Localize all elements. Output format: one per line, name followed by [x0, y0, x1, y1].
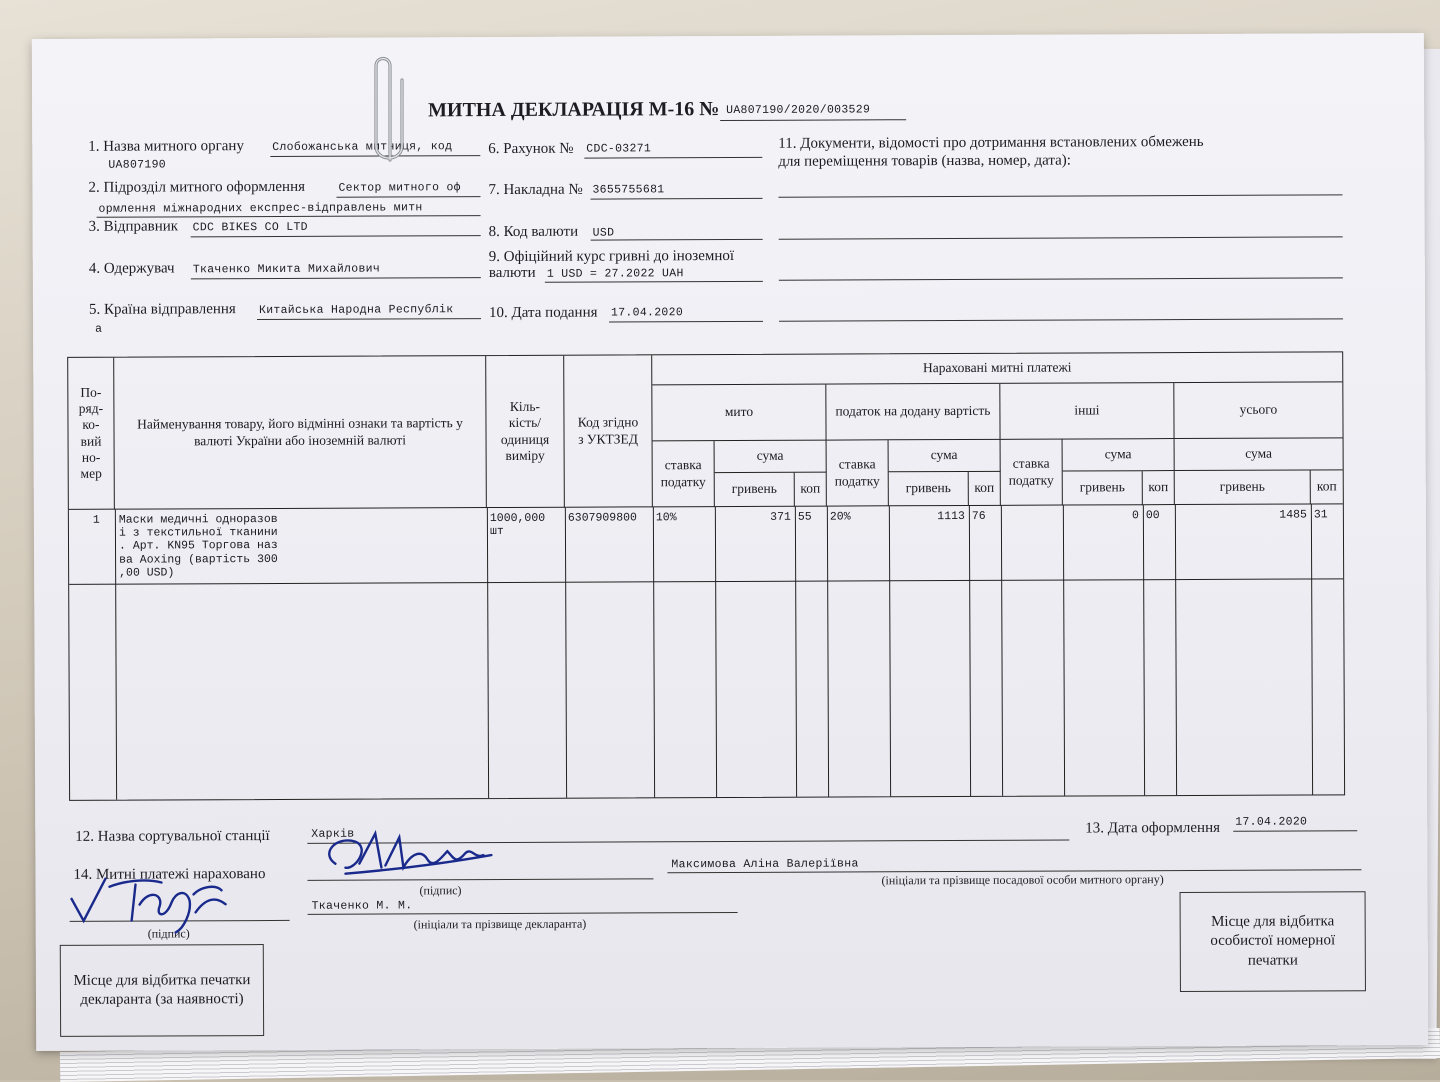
field-7-value: 3655755681 — [592, 183, 665, 197]
th-duty-kop: коп — [795, 473, 827, 507]
field-12-label: 12. Назва сортувальної станції — [75, 828, 270, 845]
th-vat-kop: коп — [969, 472, 1001, 506]
declaration-sheet — [32, 33, 1428, 1051]
th-vat-rate: ставка податку — [827, 440, 889, 506]
row-duty-uah: 371 — [770, 510, 791, 524]
officer-stamp-box: Місце для відбитка особистої номерної печатки — [1180, 891, 1366, 992]
field-13-value: 17.04.2020 — [1235, 815, 1308, 829]
th-payments: Нараховані митні платежі — [652, 352, 1342, 385]
row-total-uah: 1485 — [1279, 508, 1307, 522]
field-2-value: Сектор митного оф — [338, 181, 461, 195]
field-9-label-cont: валюти — [488, 264, 536, 282]
th-total-uah: гривень — [1175, 470, 1311, 505]
field-8-value: USD — [592, 226, 615, 240]
row-code: 6307909800 — [567, 511, 637, 525]
officer-name: Максимова Аліна Валеріївна — [671, 857, 859, 872]
th-vat-uah: гривень — [889, 472, 969, 506]
th-other-rate: ставка податку — [1001, 440, 1063, 506]
declarant-signature-icon — [65, 858, 235, 939]
th-duty-sum: сума — [715, 441, 827, 473]
field-5-value-cont: а — [95, 322, 103, 336]
th-total: усього — [1174, 382, 1342, 439]
th-other-uah: гривень — [1063, 471, 1143, 505]
officer-sign-caption: (підпис) — [419, 883, 462, 898]
declarant-name: Ткаченко М. М. — [311, 899, 413, 913]
doc-number: UA807190/2020/003529 — [726, 103, 871, 118]
th-other-kop: коп — [1143, 471, 1175, 505]
declarant-sign-caption: (підпис) — [147, 926, 190, 941]
field-8-label: 8. Код валюти — [488, 223, 579, 241]
th-other-sum: сума — [1063, 439, 1175, 471]
row-number: 1 — [92, 513, 100, 527]
row-total-kop: 31 — [1313, 508, 1328, 522]
row-other-uah: 0 — [1131, 509, 1139, 523]
declarant-caption: (ініціали та прізвище декларанта) — [413, 916, 587, 932]
field-11-label: 11. Документи, відомості про дотримання встановлених обмежень — [778, 133, 1204, 152]
field-14-label: 14. Митні платежі нараховано — [73, 866, 266, 883]
officer-caption: (ініціали та прізвище посадової особи митного органу) — [881, 872, 1164, 888]
th-vat-sum: сума — [889, 440, 1001, 472]
field-10-label: 10. Дата подання — [488, 304, 598, 322]
field-5-label: 5. Країна відправлення — [88, 301, 236, 318]
field-4-value: Ткаченко Микита Михайлович — [192, 262, 381, 277]
officer-signature-icon — [315, 823, 495, 894]
th-name: Найменування товару, його відмінні ознаки та вартість у валюті України або іноземній валюті — [114, 356, 487, 510]
row-goods-name: Маски медичні одноразов і з текстильної тканини . Арт. KN95 Торгова наз ва Aoxing (вартість 300 ,00 USD) — [118, 512, 278, 580]
field-1-label: 1. Назва митного органу — [88, 138, 244, 155]
field-2-label: 2. Підрозділ митного оформлення — [88, 178, 306, 196]
row-other-kop: 00 — [1145, 509, 1160, 523]
field-10-value: 17.04.2020 — [610, 306, 684, 320]
field-7-label: 7. Накладна № — [488, 181, 583, 199]
row-duty-kop: 55 — [797, 510, 812, 524]
th-qty: Кіль- кість/ одиниця виміру — [486, 356, 565, 508]
th-total-kop: коп — [1311, 470, 1343, 504]
paperclip-icon — [362, 50, 412, 170]
row-duty-rate: 10% — [655, 511, 677, 525]
field-3-value: CDC BIKES CO LTD — [192, 220, 308, 235]
field-2-value-cont: ормлення міжнародних експрес-відправлень митн — [98, 201, 423, 216]
field-1-value-cont: UA807190 — [108, 158, 166, 172]
th-order: По- ряд- ко- вий но- мер — [68, 358, 115, 510]
field-11-label-cont: для переміщення товарів (назва, номер, дата): — [778, 152, 1071, 170]
th-duty-uah: гривень — [715, 473, 795, 507]
row-quantity: 1000,000 шт — [489, 511, 546, 539]
row-vat-kop: 76 — [971, 509, 986, 523]
field-5-value: Китайська Народна Республік — [258, 303, 454, 318]
declarant-stamp-box: Місце для відбитка печатки декларанта (за наявності) — [60, 944, 264, 1037]
th-total-sum: сума — [1175, 438, 1343, 471]
row-vat-rate: 20% — [829, 510, 851, 524]
field-12-value: Харків — [311, 827, 355, 841]
th-other: інші — [1000, 383, 1174, 440]
th-vat: податок на додану вартість — [826, 384, 1000, 441]
field-1-value: Слобожанська митниця, код — [272, 140, 453, 154]
field-9-value: 1 USD = 27.2022 UAH — [546, 267, 684, 281]
doc-title: МИТНА ДЕКЛАРАЦІЯ М-16 № — [428, 98, 720, 122]
th-duty-rate: ставка податку — [653, 441, 715, 507]
field-6-label: 6. Рахунок № — [488, 140, 574, 158]
field-6-value: CDC-03271 — [586, 142, 652, 156]
th-duty: мито — [652, 385, 826, 442]
field-13-label: 13. Дата оформлення — [1085, 819, 1221, 837]
field-9-label: 9. Офіційний курс гривні до іноземної — [488, 247, 735, 266]
field-4-label: 4. Одержувач — [88, 260, 175, 277]
row-vat-uah: 1113 — [937, 509, 965, 524]
goods-table — [67, 351, 1345, 801]
field-3-label: 3. Відправник — [88, 218, 179, 235]
th-code: Код згідно з УКТЗЕД — [564, 355, 653, 507]
